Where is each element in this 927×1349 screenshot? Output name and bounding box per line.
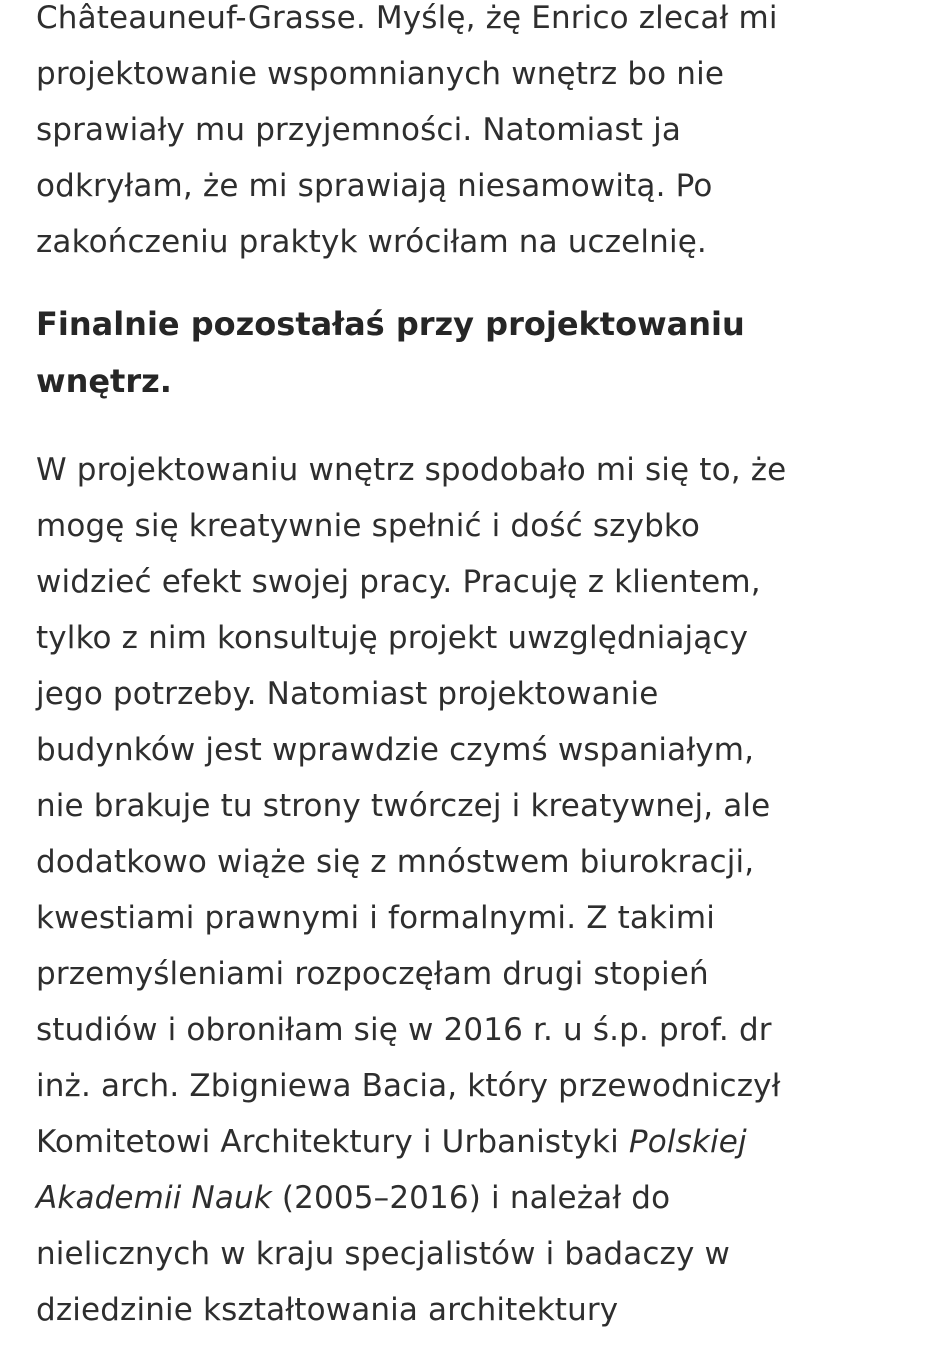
text-line: przemyśleniami rozpoczęłam drugi stopień bbox=[36, 956, 709, 992]
text-line: W projektowaniu wnętrz spodobało mi się to, że bbox=[36, 452, 787, 488]
text-line: sprawiały mu przyjemności. Natomiast ja bbox=[36, 112, 682, 148]
text-segment: Komitetowi Architektury i Urbanistyki bbox=[36, 1124, 629, 1160]
italic-institution-name: Akademii Nauk bbox=[36, 1180, 272, 1216]
text-line: odkryłam, że mi sprawiają niesamowitą. Po bbox=[36, 168, 713, 204]
text-line: mogę się kreatywnie spełnić i dość szybko bbox=[36, 508, 701, 544]
paragraph-internship bbox=[36, 0, 896, 270]
text-line bbox=[36, 1114, 896, 1170]
text-line: inż. arch. Zbigniewa Bacia, który przewodniczył bbox=[36, 1068, 781, 1104]
text-line: budynków jest wprawdzie czymś wspaniałym, bbox=[36, 732, 755, 768]
text-line: tylko z nim konsultuję projekt uwzględniający bbox=[36, 620, 749, 656]
paragraph-interior-design bbox=[36, 442, 896, 1338]
heading-line: Finalnie pozostałaś przy projektowaniu bbox=[36, 305, 745, 343]
text-line: projektowanie wspomnianych wnętrz bo nie bbox=[36, 56, 725, 92]
text-line: nie brakuje tu strony twórczej i kreatywnej, ale bbox=[36, 788, 771, 824]
text-line: kwestiami prawnymi i formalnymi. Z takimi bbox=[36, 900, 716, 936]
text-line: dodatkowo wiąże się z mnóstwem biurokracji, bbox=[36, 844, 755, 880]
text-segment: (2005–2016) i należał do bbox=[271, 1180, 671, 1216]
text-line: zakończeniu praktyk wróciłam na uczelnię. bbox=[36, 224, 707, 260]
text-line: widzieć efekt swojej pracy. Pracuję z klientem, bbox=[36, 564, 761, 600]
text-line bbox=[36, 1170, 896, 1226]
article-body bbox=[36, 0, 896, 1338]
text-line: jego potrzeby. Natomiast projektowanie bbox=[36, 676, 659, 712]
text-line: nielicznych w kraju specjalistów i badaczy w bbox=[36, 1236, 730, 1272]
text-line: Châteauneuf-Grasse. Myślę, żę Enrico zlecał mi bbox=[36, 0, 778, 36]
interview-question-heading bbox=[36, 296, 896, 410]
text-line: dziedzinie kształtowania architektury bbox=[36, 1292, 619, 1328]
italic-institution-name: Polskiej bbox=[628, 1124, 747, 1160]
heading-line: wnętrz. bbox=[36, 362, 172, 400]
text-line: studiów i obroniłam się w 2016 r. u ś.p. prof. dr bbox=[36, 1012, 772, 1048]
